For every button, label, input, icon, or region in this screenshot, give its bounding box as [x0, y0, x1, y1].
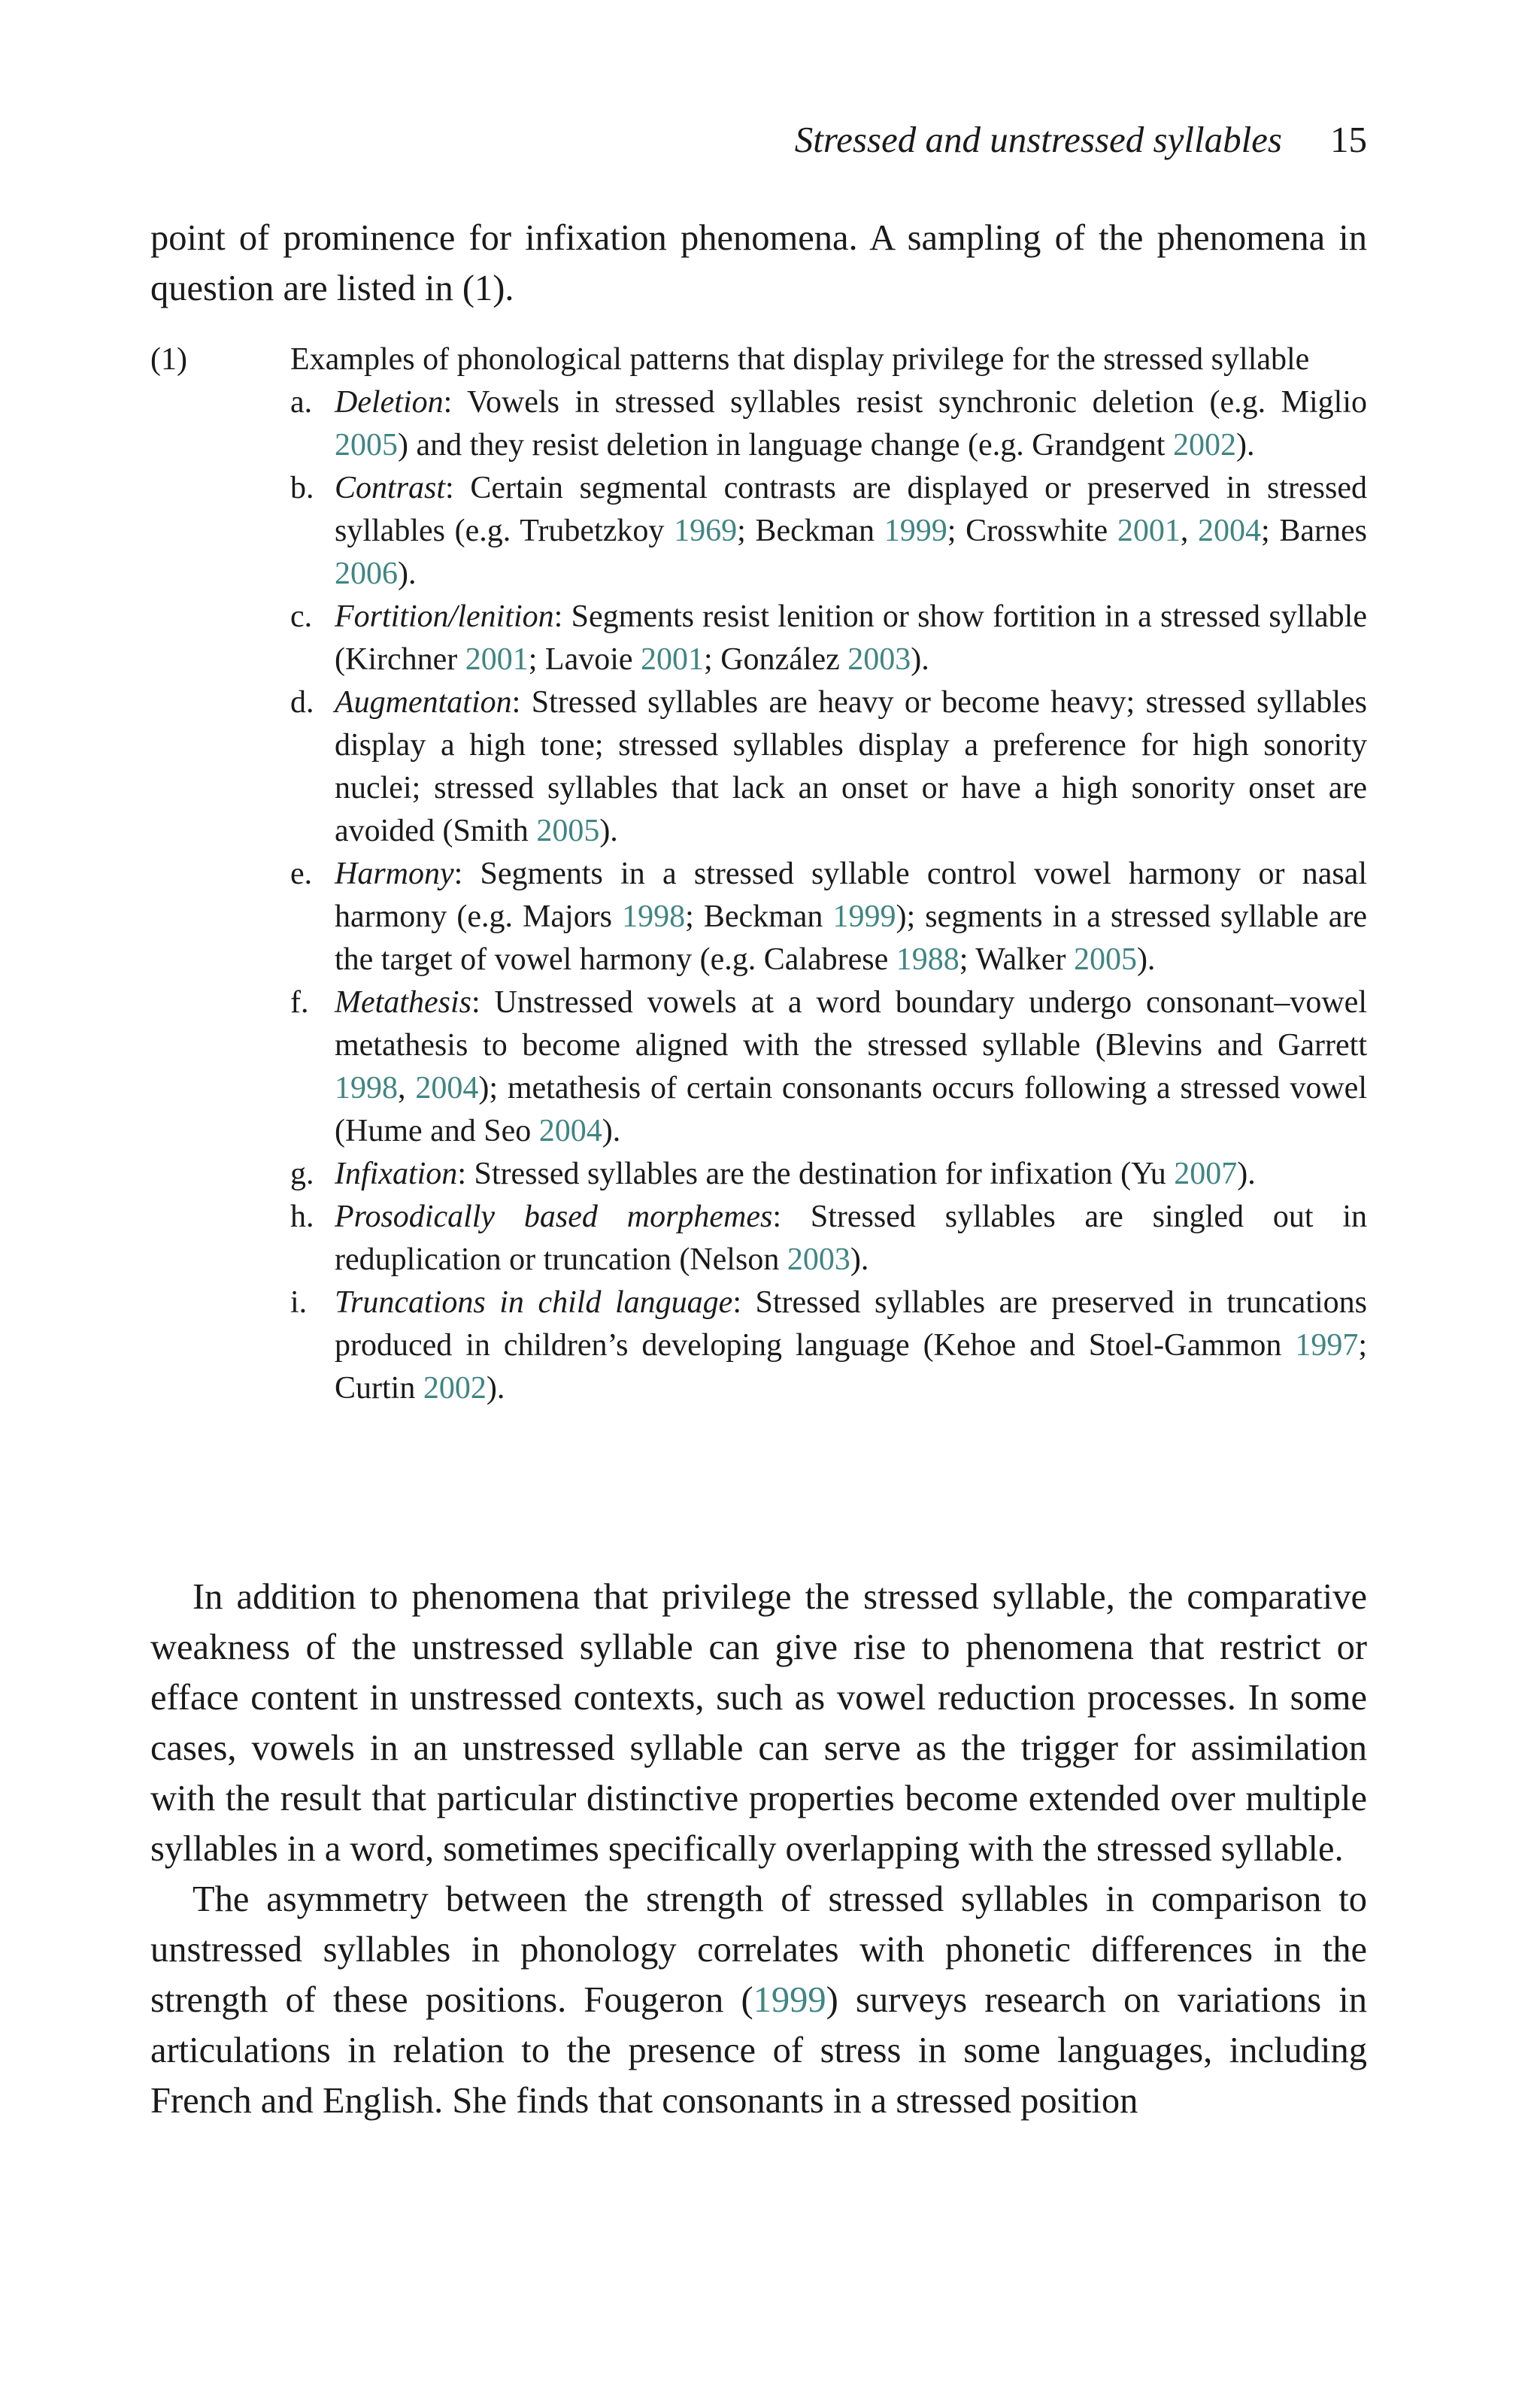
example-number: (1) — [150, 342, 187, 377]
item-text: : Stressed syllables are singled out in reduplication or truncation (Nelson 2003). — [335, 1200, 1367, 1277]
citation-year-link[interactable]: 1999 — [832, 899, 896, 934]
item-letter: b. — [290, 471, 314, 505]
citation-year-link[interactable]: 2005 — [335, 428, 398, 463]
item-term: Fortition/lenition — [335, 599, 554, 634]
example-item-infixation — [290, 1153, 1367, 1196]
citation-year-link[interactable]: 1997 — [1295, 1328, 1359, 1363]
citation-year-link[interactable]: 2005 — [1073, 942, 1137, 977]
citation-year-link[interactable]: 2002 — [423, 1371, 487, 1406]
item-term: Augmentation — [335, 685, 512, 720]
intro-paragraph — [150, 213, 1367, 314]
item-term: Metathesis — [335, 985, 471, 1020]
intro-text: point of prominence for infixation phenomena. A sampling of the phenomena in question are listed in (1). — [150, 218, 1367, 308]
citation-year-link[interactable]: 2006 — [335, 557, 398, 591]
item-term: Harmony — [335, 857, 454, 891]
citation-year-link[interactable]: 2004 — [1198, 514, 1262, 548]
running-head-title: Stressed and unstressed syllables — [794, 119, 1282, 160]
item-term: Prosodically based morphemes — [335, 1200, 773, 1234]
citation-year-link[interactable]: 2007 — [1174, 1157, 1238, 1191]
page-number: 15 — [1330, 119, 1367, 160]
item-letter: a. — [290, 385, 313, 420]
item-text: : Segments in a stressed syllable control vowel harmony or nasal harmony (e.g. Majors 1998; Beckman 1999); segments in a stressed syllable are the target of vowel harmony (e.g. Calabrese 1988; Walker 2005). — [335, 857, 1368, 977]
example-item-augmentation — [290, 681, 1367, 853]
citation-year-link[interactable]: 1999 — [753, 1980, 826, 2020]
example-item-deletion — [290, 381, 1367, 467]
item-text: : Stressed syllables are heavy or become heavy; stressed syllables display a high tone; stressed syllables display a preference for high sonority nuclei; stressed syllables that lack an onset or have a high sonority onset are avoided (Smith 2005). — [335, 685, 1367, 848]
paragraph-unstressed-weakness: In addition to phenomena that privilege the stressed syllable, the comparative weakness of the unstressed syllable can give rise to phenomena that restrict or efface content in unstressed contexts, such as vowel reduction processes. In some cases, vowels in an unstressed syllable can serve as the trigger for assimilation with the result that particular distinctive properties become extended over multiple syllables in a word, sometimes specifically overlapping with the stressed syllable. — [150, 1577, 1367, 1869]
item-text: : Vowels in stressed syllables resist synchronic deletion (e.g. Miglio 2005) and they resist deletion in language change (e.g. Grandgent 2002). — [335, 385, 1367, 463]
example-caption: Examples of phonological patterns that display privilege for the stressed syllable — [290, 342, 1310, 377]
example-item-prosodic-morphemes — [290, 1196, 1367, 1281]
citation-year-link[interactable]: 2002 — [1172, 428, 1236, 463]
item-letter: e. — [290, 857, 313, 891]
example-block — [290, 338, 1367, 1410]
item-letter: g. — [290, 1157, 314, 1191]
citation-year-link[interactable]: 2005 — [536, 814, 600, 848]
example-item-contrast — [290, 467, 1367, 596]
citation-year-link[interactable]: 2003 — [787, 1242, 850, 1277]
item-letter: d. — [290, 685, 314, 720]
item-text: : Stressed syllables are the destination for infixation (Yu 2007). — [457, 1157, 1256, 1191]
citation-year-link[interactable]: 2003 — [847, 642, 911, 677]
item-letter: c. — [290, 599, 313, 634]
example-item-harmony — [290, 853, 1367, 981]
item-term: Infixation — [335, 1157, 458, 1191]
example-item-metathesis — [290, 981, 1367, 1153]
example-list — [290, 381, 1367, 1410]
citation-year-link[interactable]: 2004 — [538, 1114, 602, 1148]
citation-year-link[interactable]: 2001 — [1117, 514, 1181, 548]
paragraph-asymmetry: The asymmetry between the strength of stressed syllables in comparison to unstressed syllables in phonology correlates with phonetic differences in the strength of these positions. Fougeron (1999) surveys research on variations in articulations in relation to the presence of stress in some languages, including French and English. She finds that consonants in a stressed position — [150, 1879, 1367, 2121]
citation-year-link[interactable]: 2001 — [465, 642, 529, 677]
item-term: Contrast — [335, 471, 446, 505]
citation-year-link[interactable]: 2001 — [641, 642, 705, 677]
running-head — [150, 117, 1367, 162]
citation-year-link[interactable]: 1988 — [896, 942, 959, 977]
citation-year-link[interactable]: 1998 — [622, 899, 686, 934]
item-letter: h. — [290, 1200, 314, 1234]
example-item-fortition-lenition — [290, 596, 1367, 681]
main-text — [150, 1572, 1367, 2126]
example-item-child-truncations — [290, 1281, 1367, 1410]
item-term: Truncations in child language — [335, 1285, 733, 1320]
citation-year-link[interactable]: 1998 — [335, 1071, 398, 1106]
item-text: : Stressed syllables are preserved in truncations produced in children’s developing language (Kehoe and Stoel-Gammon 1997; Curtin 2002). — [335, 1285, 1368, 1406]
item-text: : Unstressed vowels at a word boundary undergo consonant–vowel metathesis to become aligned with the stressed syllable (Blevins and Garrett 1998, 2004); metathesis of certain consonants occurs following a stressed vowel (Hume and Seo 2004). — [335, 985, 1367, 1148]
item-letter: f. — [290, 985, 309, 1020]
item-text: : Certain segmental contrasts are displayed or preserved in stressed syllables (e.g. Trubetzkoy 1969; Beckman 1999; Crosswhite 2001, 2004; Barnes 2006). — [335, 471, 1368, 591]
item-term: Deletion — [335, 385, 444, 420]
item-text: : Segments resist lenition or show fortition in a stressed syllable (Kirchner 2001; Lavoie 2001; González 2003). — [335, 599, 1367, 677]
citation-year-link[interactable]: 1969 — [674, 514, 738, 548]
item-letter: i. — [290, 1285, 308, 1320]
citation-year-link[interactable]: 1999 — [884, 514, 947, 548]
citation-year-link[interactable]: 2004 — [415, 1071, 479, 1106]
